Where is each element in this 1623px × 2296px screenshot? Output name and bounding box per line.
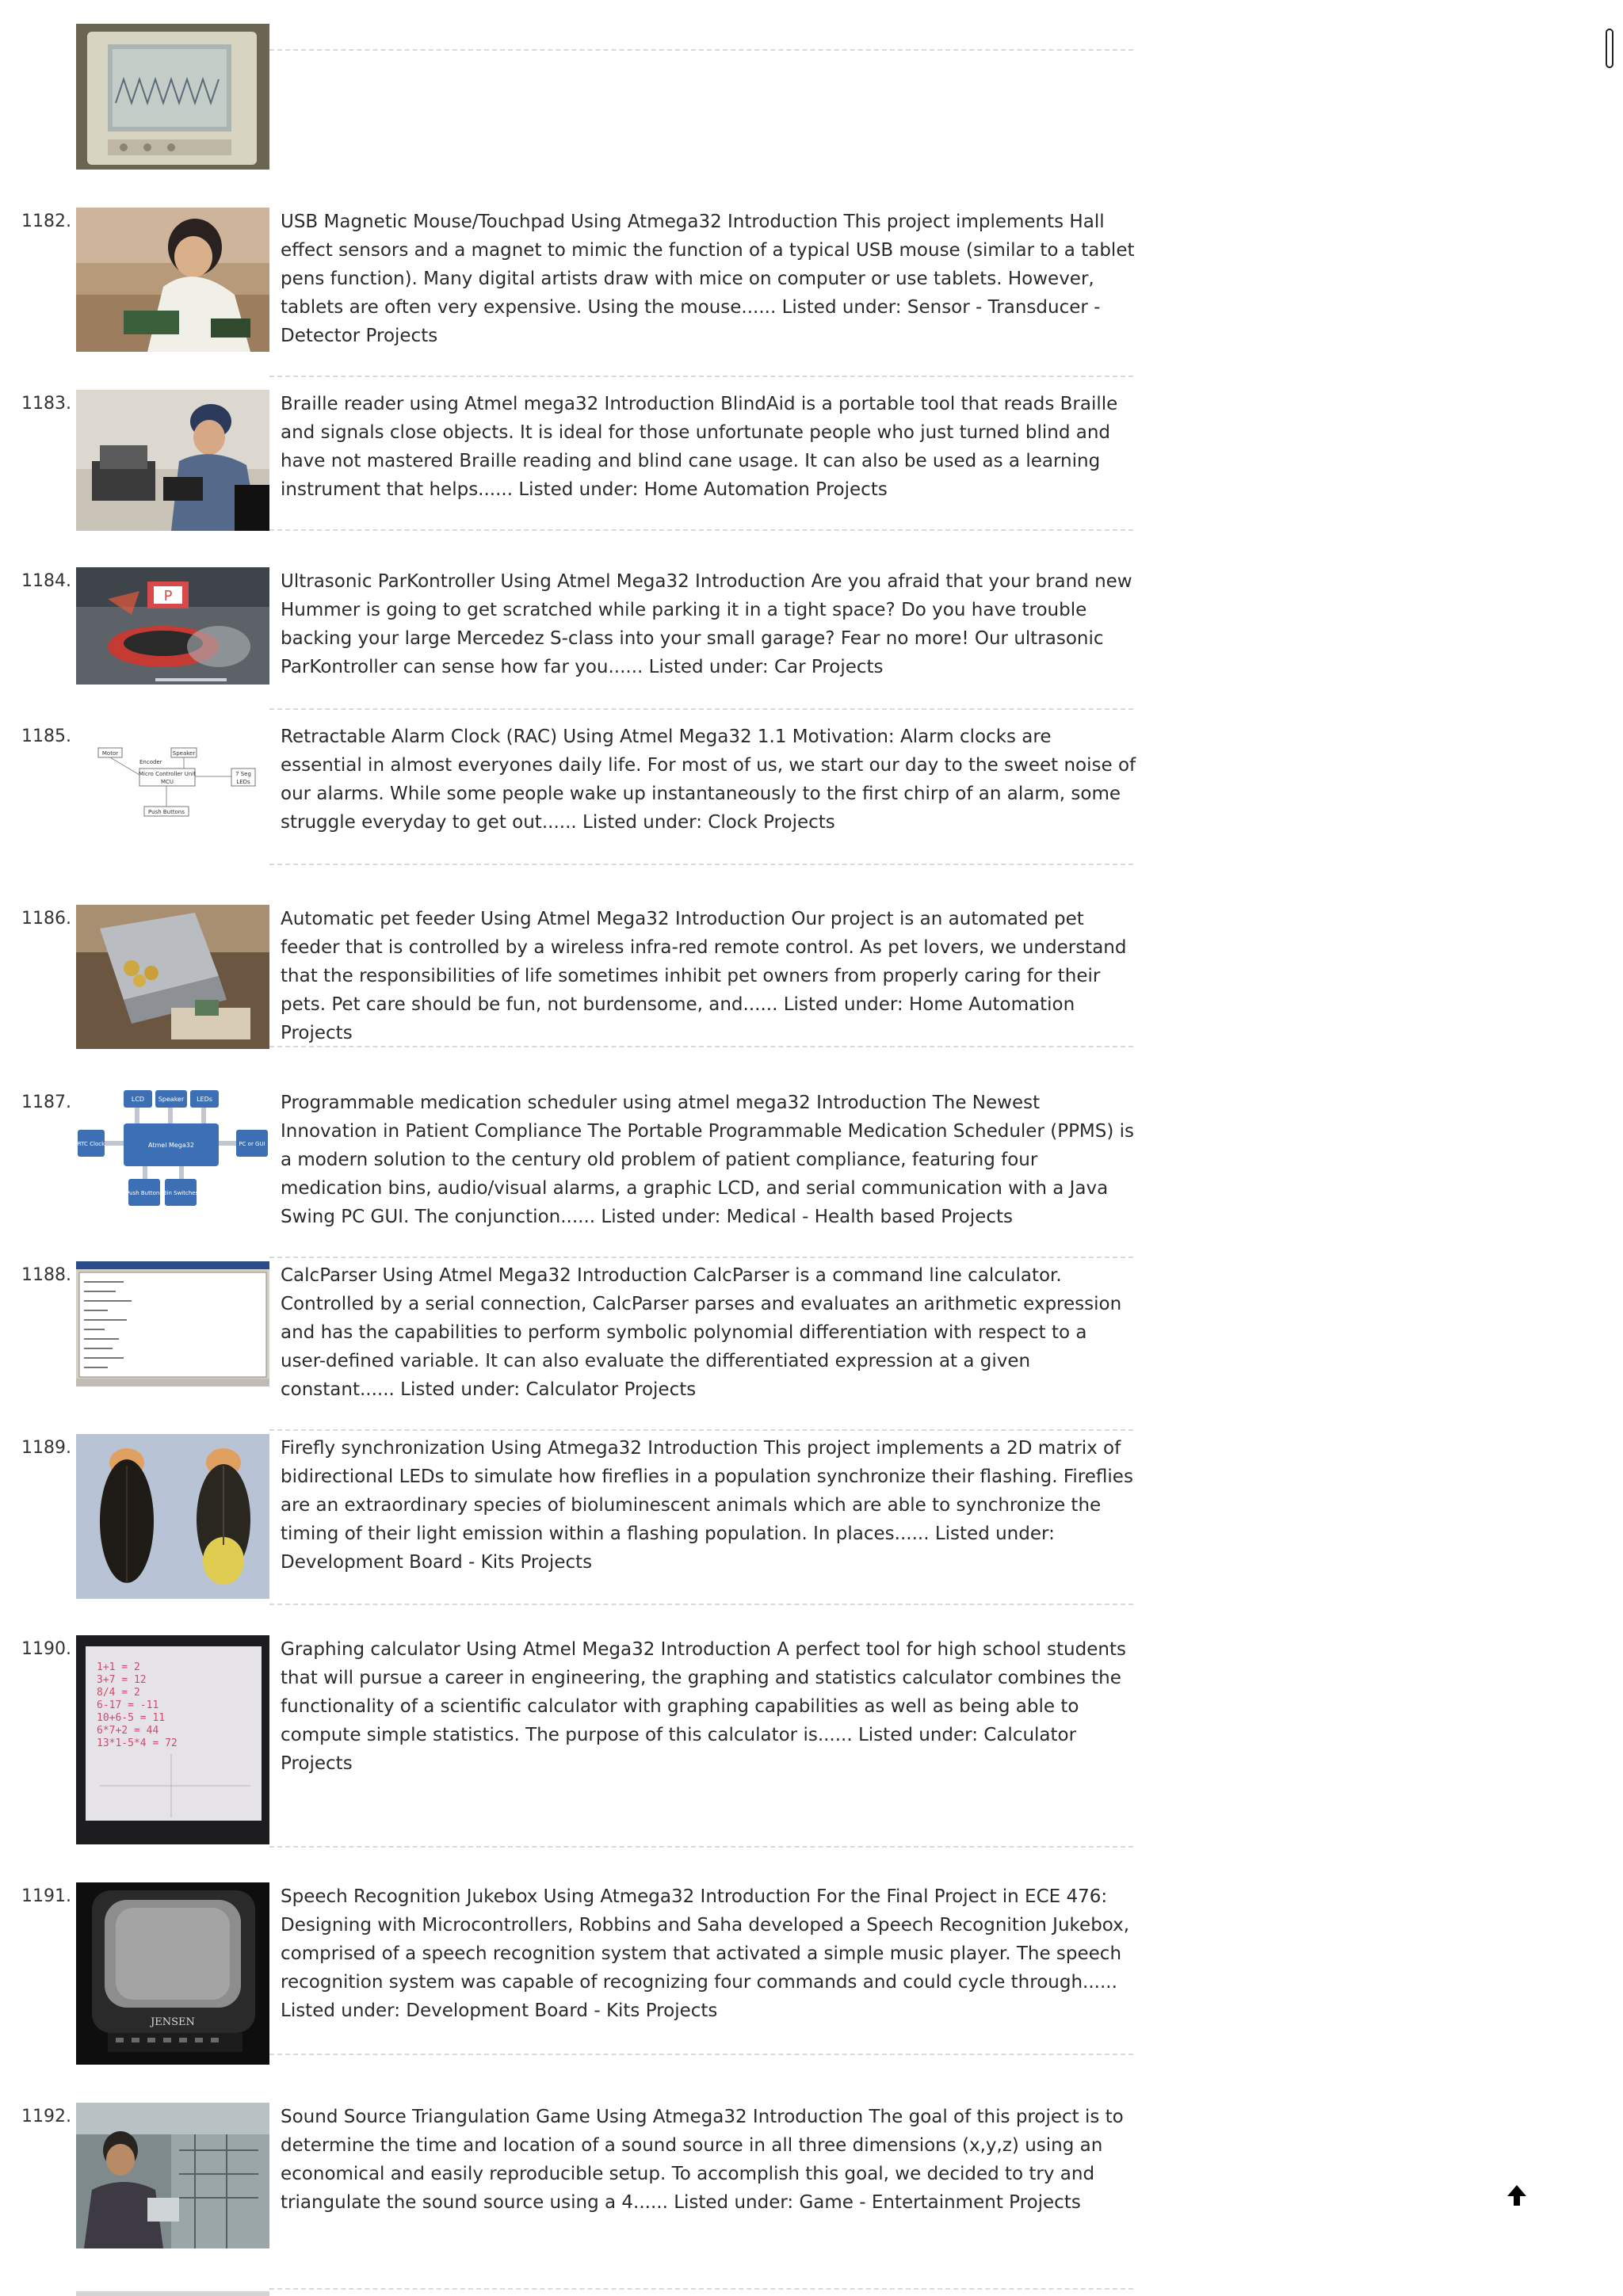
item-separator: [269, 1429, 1133, 1431]
item-separator: [269, 2288, 1133, 2290]
item-description: Sound Source Triangulation Game Using Atmega32 Introduction The goal of this project is to determine the time and location of a sound source in all three dimensions (x,y,z) using an economical and easily reproducible setup. To accomplish this goal, we decided to try and triangulate the sound source using a 4...... Listed under: Game - Entertainment Projects: [281, 2107, 1124, 2213]
item-separator: [269, 49, 1133, 51]
diagram-label: Micro Controller Unit: [139, 771, 196, 777]
item-number: 1190.: [21, 1639, 71, 1659]
item-number: 1192.: [21, 2107, 71, 2126]
diagram-label: Speaker: [172, 750, 196, 757]
calc-line: 6-17 = -11: [97, 1699, 159, 1711]
oscilloscope-thumbnail[interactable]: [76, 24, 269, 170]
svg-text:P: P: [163, 588, 173, 605]
graphing-calculator-thumbnail[interactable]: [76, 1635, 269, 1844]
calc-line: 10+6-5 = 11: [97, 1712, 166, 1724]
diagram-label: 7 Seg: [235, 771, 251, 777]
diagram-label: Motor: [101, 750, 119, 757]
calc-line: 3+7 = 12: [97, 1674, 147, 1686]
item-description: CalcParser Using Atmel Mega32 Introduction CalcParser is a command line calculator. Controlled by a serial connection, CalcParser parses and evaluates an arithmetic expression and has the capabilities to perform symbolic polynomial differentiation with respect to a user-defined variable. It can also evaluate the differentiated expression at a given constant...... Listed under: Calculator Projects: [281, 1265, 1122, 1400]
item-separator: [269, 1604, 1133, 1605]
calc-line: 6*7+2 = 44: [97, 1725, 159, 1737]
item-number: 1189.: [21, 1438, 71, 1458]
item-description: Automatic pet feeder Using Atmel Mega32 Introduction Our project is an automated pet feeder that is controlled by a wireless infra-red remote control. As pet lovers, we understand that the responsibilities of life sometimes inhibit pet owners from properly caring for their pets. Pet care should be fun, not burdensome, and...... Listed under: Home Automation Projects: [281, 909, 1127, 1043]
sound-triangulation-thumbnail[interactable]: [76, 2103, 269, 2248]
item-description: Braille reader using Atmel mega32 Introduction BlindAid is a portable tool that reads Braille and signals close objects. It is ideal for those unfortunate people who just turned blind and have not mastered Braille reading and blind cane usage. It can also be used as a learning instrument that helps...... Listed under: Home Automation Projects: [281, 394, 1118, 500]
pet-feeder-thumbnail[interactable]: [76, 905, 269, 1049]
item-description: USB Magnetic Mouse/Touchpad Using Atmega32 Introduction This project implements Hall effect sensors and a magnet to mimic the function of a typical USB mouse (similar to a tablet pens function). Many digital artists draw with mice on computer or use tablets. However, tablets are often very expensive. Using the mouse...... Listed under: Sensor - Transducer - Detector Projects: [281, 212, 1135, 346]
item-number: 1186.: [21, 909, 71, 929]
item-number: 1182.: [21, 212, 71, 231]
next-item-thumbnail[interactable]: [76, 2291, 269, 2296]
diagram-label: Encoder: [139, 759, 162, 765]
diagram-label: Speaker: [158, 1096, 185, 1103]
parking-thumbnail[interactable]: [76, 567, 269, 685]
calc-line: 8/4 = 2: [97, 1687, 140, 1699]
item-separator: [269, 1846, 1133, 1848]
item-separator: [269, 2054, 1133, 2055]
back-to-top-button[interactable]: [1503, 2180, 1531, 2209]
diagram-label: Push Buttons: [148, 809, 185, 815]
medication-diagram-thumbnail[interactable]: [76, 1089, 269, 1207]
diagram-label: LEDs: [236, 779, 250, 785]
calc-line: 1+1 = 2: [97, 1661, 140, 1673]
diagram-label: RTC Clock: [77, 1141, 105, 1147]
diagram-label: LCD: [131, 1096, 145, 1103]
item-description: Retractable Alarm Clock (RAC) Using Atmel Mega32 1.1 Motivation: Alarm clocks are essential in almost everyones daily life. For most of us, we start our day to the sweet noise of our alarms. While some people wake up instantaneously to the first chirp of an alarm, some struggle everyday to get out...... Listed under: Clock Projects: [281, 727, 1136, 833]
diagram-label: MCU: [160, 779, 174, 785]
item-description: Graphing calculator Using Atmel Mega32 Introduction A perfect tool for high school students that will pursue a career in engineering, the graphing and statistics calculator combines the functionality of a scientific calculator with graphing capabilities as well as being able to compute simple statistics. The purpose of this calculator is...... Listed under: Calculator Projects: [281, 1639, 1126, 1774]
item-number: 1184.: [21, 571, 71, 591]
item-separator: [269, 376, 1133, 377]
item-separator: [269, 708, 1133, 710]
calc-line: 13*1-5*4 = 72: [97, 1737, 178, 1749]
item-description: Programmable medication scheduler using atmel mega32 Introduction The Newest Innovation in Patient Compliance The Portable Programmable Medication Scheduler (PPMS) is a modern solution to the century old problem of patient compliance, featuring four medication bins, audio/visual alarms, a graphic LCD, and serial communication with a Java Swing PC GUI. The conjunction...... Listed under: Medical - Health based Projects: [281, 1093, 1135, 1227]
item-number: 1187.: [21, 1093, 71, 1112]
diagram-label: Push Buttons: [126, 1190, 162, 1196]
jukebox-tv-thumbnail[interactable]: [76, 1882, 269, 2065]
firefly-thumbnail[interactable]: [76, 1434, 269, 1599]
diagram-label: LEDs: [197, 1096, 212, 1103]
item-description: Firefly synchronization Using Atmega32 Introduction This project implements a 2D matrix of bidirectional LEDs to simulate how fireflies in a population synchronize their flashing. Fireflies are an extraordinary species of bioluminescent animals which are able to synchronize the timing of their light emission within a flashing population. In places...... Listed under: Development Board - Kits Projects: [281, 1438, 1133, 1573]
calcparser-thumbnail[interactable]: [76, 1261, 269, 1386]
diagram-label: Bin Switches: [162, 1190, 199, 1196]
item-number: 1191.: [21, 1886, 71, 1906]
item-separator: [269, 1046, 1133, 1047]
item-separator: [269, 529, 1133, 531]
item-number: 1183.: [21, 394, 71, 414]
diagram-label: PC or GUI: [239, 1141, 265, 1147]
tv-brand-label: JENSEN: [151, 2016, 195, 2028]
item-description: Speech Recognition Jukebox Using Atmega32 Introduction For the Final Project in ECE 476: Designing with Microcontrollers, Robbins and Saha developed a Speech Recognition Jukebox, comprised of a speech recognition system that activated a simple music player. The speech recognition system was capable of recognizing four commands and could cycle through...... Listed under: Development Board - Kits Projects: [281, 1886, 1130, 2021]
item-number: 1185.: [21, 727, 71, 746]
item-separator: [269, 864, 1133, 865]
diagram-label: Atmel Mega32: [148, 1142, 194, 1149]
item-separator: [269, 1257, 1133, 1258]
scrollbar-thumb[interactable]: [1606, 29, 1613, 68]
alarm-diagram-thumbnail[interactable]: [76, 723, 269, 841]
item-description: Ultrasonic ParKontroller Using Atmel Mega32 Introduction Are you afraid that your brand new Hummer is going to get scratched while parking it in a tight space? Do you have trouble backing your large Mercedez S-class into your small garage? Fear no more! Our ultrasonic ParKontroller can sense how far you...... Listed under: Car Projects: [281, 571, 1132, 677]
usb-mouse-thumbnail[interactable]: [76, 208, 269, 352]
braille-reader-thumbnail[interactable]: [76, 390, 269, 531]
arrow-up-icon: [1503, 2180, 1531, 2209]
item-number: 1188.: [21, 1265, 71, 1285]
